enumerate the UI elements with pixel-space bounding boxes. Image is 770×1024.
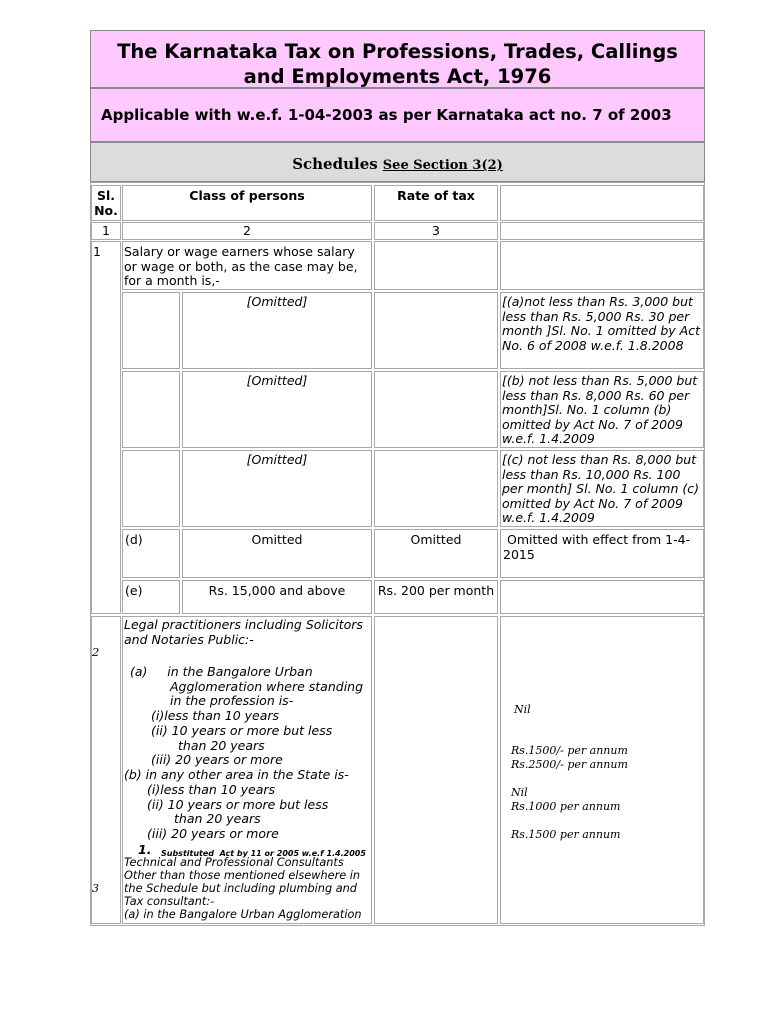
row1d-desc: Omitted (251, 532, 303, 547)
row1a-desc: [Omitted] (246, 294, 308, 309)
row1-sl: 1 (93, 244, 101, 259)
colnum-cell-4 (500, 222, 704, 240)
header-sl-no: Sl. No. (94, 188, 118, 218)
row1c-desc: [Omitted] (246, 452, 308, 467)
row2-rate-3: Rs.2500/- per annum (511, 758, 628, 771)
row1a-note: [(a)not less than Rs. 3,000 but less than Rs. 5,000 Rs. 30 per month ]Sl. No. 1 omitted by Act No. 6 of 2008 w.e.f. 1.8.2008 (502, 294, 700, 353)
row1c-label-cell (122, 450, 180, 527)
row1b-note: [(b) not less than Rs. 5,000 but less than Rs. 8,000 Rs. 60 per month]Sl. No. 1 column (b) omitted by Act No. 7 of 2009 w.e.f. 1.4.2009 (502, 373, 698, 447)
row2-rate-1: Nil (514, 703, 531, 716)
act-title-line-2: and Employments Act, 1976 (243, 65, 552, 88)
row2-desc-line-11: (i)less than 10 years (147, 782, 276, 797)
row1a-label-cell (122, 292, 180, 369)
row2-desc-line-9: (iii) 20 years or more (151, 752, 283, 767)
row2-rate-6: Rs.1500 per annum (511, 828, 621, 841)
row1d-label: (d) (125, 532, 143, 547)
row1e-label: (e) (125, 583, 143, 598)
row1b-desc: [Omitted] (246, 373, 308, 388)
row2-desc-line-12: (ii) 10 years or more but less (147, 797, 329, 812)
row1c-rate-cell (374, 450, 498, 527)
header-class-of-persons: Class of persons (189, 188, 305, 203)
colnum-1: 1 (102, 223, 110, 238)
row2-desc-line-2: and Notaries Public:- (124, 632, 254, 647)
row3-sl: 3 (92, 882, 99, 895)
row1-note-cell (500, 241, 704, 290)
row2-desc-line-8: than 20 years (178, 738, 265, 753)
row2-rate-2: Rs.1500/- per annum (511, 744, 628, 757)
header-cell-blank (500, 185, 704, 221)
row3-desc-line-5: (a) in the Bangalore Urban Agglomeration (124, 908, 362, 921)
footnote-text: Substituted Act by 11 or 2005 w.e.f 1.4.2005 (161, 849, 366, 858)
header-rate-of-tax: Rate of tax (397, 188, 475, 203)
row1-desc: Salary or wage earners whose salary or wage or both, as the case may be, for a month is,- (124, 244, 358, 289)
row2-desc-line-10: (b) in any other area in the State is- (124, 767, 349, 782)
row1b-label-cell (122, 371, 180, 448)
row1d-note: Omitted with effect from 1-4-2015 (503, 532, 691, 562)
schedules-heading: Schedules (292, 155, 378, 173)
row1d-rate: Omitted (410, 532, 462, 547)
colnum-2: 2 (243, 223, 251, 238)
row2-sl: 2 (92, 645, 100, 659)
act-title-line-1: The Karnataka Tax on Professions, Trades, Callings (117, 40, 678, 63)
row1a-rate-cell (374, 292, 498, 369)
row2-desc-line-5: in the profession is- (170, 693, 294, 708)
row2-rate-cell (374, 616, 498, 924)
applicability-text: Applicable with w.e.f. 1-04-2003 as per Karnataka act no. 7 of 2003 (101, 106, 672, 124)
row3-desc-line-3: the Schedule but including plumbing and (124, 882, 357, 895)
row2-desc-line-7: (ii) 10 years or more but less (151, 723, 333, 738)
row2-rate-4: Nil (511, 786, 528, 799)
row1e-note-cell (500, 580, 704, 614)
row1b-rate-cell (374, 371, 498, 448)
see-section-link[interactable]: See Section 3(2) (382, 158, 503, 173)
row2-sl-cell (91, 616, 121, 924)
row2-desc-line-4: Agglomeration where standing (170, 679, 364, 694)
row3-desc-line-4: Tax consultant:- (124, 895, 215, 908)
row2-desc-line-14: (iii) 20 years or more (147, 826, 279, 841)
row2-desc-line-3: (a) in the Bangalore Urban (130, 664, 313, 679)
colnum-3: 3 (432, 223, 440, 238)
row1e-rate: Rs. 200 per month (377, 583, 495, 598)
row2-desc-line-1: Legal practitioners including Solicitors (124, 617, 363, 632)
row1-rate-cell (374, 241, 498, 290)
row1-sl-cell (91, 241, 121, 614)
row3-desc-line-1: Technical and Professional Consultants (124, 856, 344, 869)
footnote-number: 1. (138, 842, 152, 857)
row3-desc-line-2: Other than those mentioned elsewhere in (124, 869, 361, 882)
row2-desc-line-6: (i)less than 10 years (151, 708, 280, 723)
row2-desc-line-13: than 20 years (174, 811, 261, 826)
row1e-desc: Rs. 15,000 and above (208, 583, 346, 598)
row2-rate-5: Rs.1000 per annum (511, 800, 621, 813)
row1c-note: [(c) not less than Rs. 8,000 but less than Rs. 10,000 Rs. 100 per month] Sl. No. 1 column (c) omitted by Act No. 7 of 2009 w.e.f. 1.4.2009 (502, 452, 699, 526)
